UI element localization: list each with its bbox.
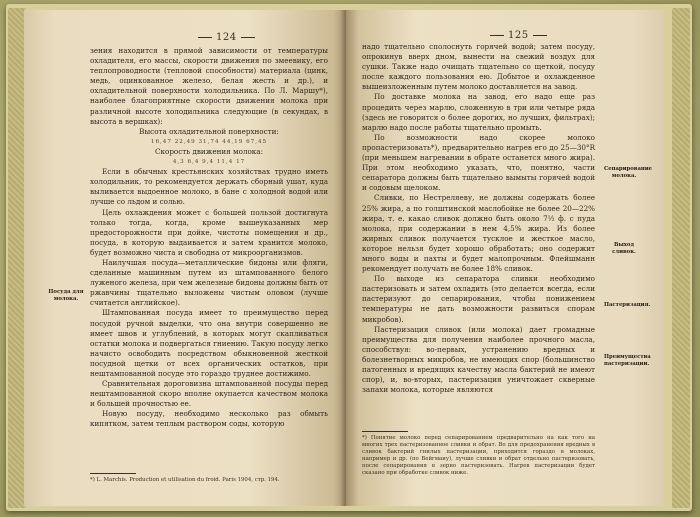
right_page-paragraph: надо тщательно сполоснуть горячей водой; затем посуду, опрокинув вверх дном, вынести на свежий воздух для сушки. Также надо очищать тщательно со щеткой, посуду после каждого пользования ею. Добытое и охлажденное вышеизложенным путем молоко доставляется на завод. <box>362 42 595 92</box>
left_page-paragraph: зения находится в прямой зависимости от температуры охладителя, его массы, скорости движения по змеевику, его теплопроводности (тепловой способности) материала (цинк, медь, оцинкованное железо, белая жесть и др.), и охладительной поверхности холодильника. По Л. Маршу*), наиболее благоприятные скорости движения молока при различной высоте холодильника следующие (в секундах, в высота в вершках): <box>90 46 328 126</box>
left-page-number: 124 <box>194 32 259 43</box>
right_page-paragraph: По возможности надо скорее молоко пропастеризовать*), предварительно нагрев его до 25—30°R (при меньшем нагревании в обрате останется много жира). При этом необходимо указать, что, понятно, части сепаратора должны быть тщательно вымыты горячей водой и содовым щелоком. <box>362 132 595 193</box>
side-note-cream-yield: Выход сливок. <box>612 242 636 255</box>
side-note-separation: Сепарирование молока. <box>604 166 653 179</box>
right_page-paragraph: Сливки, по Нестреляеву, не должны содержать более 25% жира, а по голштинской маслобойке не более 20—22% жира, т. е. какао сливок должно быть около 7½ ф. с пуда молока, при содержании в нем 4,5% жира. Из более жирных сливок получается тусклое и жесткое масло, которое нельзя будет хорошо обработать; оно содержит много воды и пахты и будет малопрочным. Флейшманн рекомендует получать не более 18% сливок. <box>362 193 595 274</box>
right_page-paragraph: По доставке молока на завод, его надо еще раз процедить через марлю, сложенную в три или четыре ряда (здесь не говорится о более дорогих, но лучших, фильтрах); марлю надо после работы тщательно промыть. <box>362 92 595 132</box>
right-page-body <box>362 42 595 395</box>
right-footnote: *) Понятие молоко перед сепарированием предварительно на как того на многих трех пастеризованное сливки и обрат. Во для предохранения вредных в сливок бактерий гнилых пастеризации, приходится гораздо в молоках, например и др. (по Вейгману), лучше сливки и обрат отдельно пастеризовать, после сепарирования в зерно пастеризовать. Нагрев пастеризации будет сказано при обработке сливок ниже. <box>362 435 595 476</box>
left_page-paragraph: 4,3 6,4 9,4 11,4 17 <box>172 159 246 166</box>
left_page-paragraph: Сравнительная дороговизна штампованной посуды перед нештампованной скоро вполне окупается качеством молока и большей прочностью ее. <box>90 379 328 409</box>
left_page-paragraph: Высота охладительной поверхности: <box>139 126 279 136</box>
left_page-paragraph: 16,47 22,49 31,74 44,19 67,45 <box>150 138 268 145</box>
side-note-pasteurization: Пастеризация. <box>604 302 651 308</box>
right_page-paragraph: По выходе из сепаратора сливки необходимо пастеризовать и затем охладить (это делается всегда, если пастеризуют до сепарирования, чтобы понижением температуры не дать возможности развиться спорам микробов). <box>362 274 595 324</box>
left-page <box>24 10 346 506</box>
right-page <box>346 10 664 506</box>
right-footnote-rule <box>362 431 408 432</box>
left_page-paragraph: Цель охлаждения может с большей пользой достигнута только тогда, когда, кроме вышеуказанных мер предосторожности при дойке, чистоты помещения и др., посуда, в которую выдаивается и затем хранится молоко, будет возможно чиста и свободна от микроорганизмов. <box>90 207 328 257</box>
left_page-paragraph: Новую посуду, необходимо несколько раз обмыть кипятком, затем теплым раствором соды, которую <box>90 409 328 429</box>
right_page-paragraph: Пастеризация сливок (или молока) дает громадные преимущества для получения наиболее прочного масла, способствуя: во-первых, устранению вредных и болезнетворных микробов, не имеющих спор (большинство патогенных и вредящих качеству масла бактерий не имеют спор), и, во-вторых, пастеризация уничтожает скверные запахи молока, которые являются <box>362 324 595 395</box>
left_page-paragraph: Скорость движения молока: <box>155 146 263 156</box>
side-note-pasteurization-benefits: Преимущества пастеризации. <box>604 354 651 367</box>
right-endpaper <box>672 8 690 508</box>
left_page-paragraph: Если в обычных крестьянских хозяйствах трудно иметь холодильник, то рекомендуется держать сборный ушат, куда выливается выдоенное молоко, в бане с холодной водой или лучше со льдом и солью. <box>90 167 328 207</box>
right-page-number: 125 <box>486 30 551 41</box>
left_page-paragraph: Наилучшая посуда—металлические бидоны или фляги, сделанные машинным путем из штампованного белого луженого железа, при чем железные бидоны должны быть от ржавчины тщательно выложены чистым оловом (лучше считается английское). <box>90 257 328 308</box>
side-note-milk-dishes: Посуда для молока. <box>48 289 84 302</box>
left_page-paragraph: Штампованная посуда имеет то преимущество перед посудой ручной выделки, что она внутри совершенно не имеет швов и углублений, в которых могут скапливаться остатки молока и подвергаться гниению. Такую посуду легко начисто освободить посредством обыкновенной жесткой посудной щетки от всех органических остатков, при нештампованной посуде это гораздо труднее достижимо. <box>90 308 328 378</box>
left-footnote: *) L. Marchis. Production et utilisation du froid. Paris 1904, стр. 194. <box>90 477 280 483</box>
left-page-body <box>90 46 328 430</box>
footnote-rule <box>90 473 136 474</box>
